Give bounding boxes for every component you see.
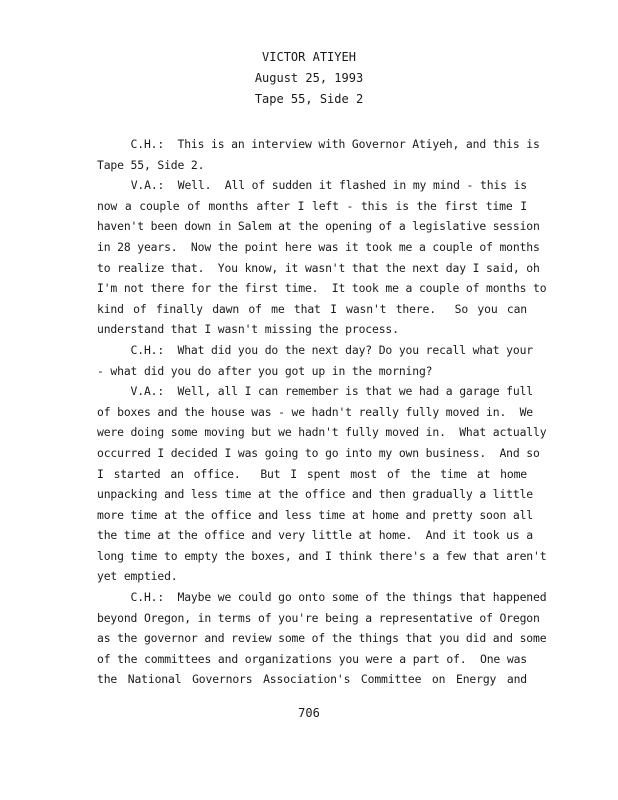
- text-line: of the committees and organizations you were a part of. One was: [97, 651, 527, 666]
- text-line: as the governor and review some of the things that you did and some: [97, 631, 547, 646]
- text-line: Tape 55, Side 2.: [97, 157, 205, 172]
- text-line: yet emptied.: [97, 569, 178, 584]
- text-line: haven't been down in Salem at the opening of a legislative session: [97, 219, 540, 234]
- transcript-body: [97, 134, 547, 690]
- text-line: V.A.: Well, all I can remember is that we had a garage full: [97, 384, 534, 399]
- text-line: kind of finally dawn of me that I wasn't there. So you can: [97, 301, 527, 316]
- text-line: C.H.: This is an interview with Governor Atiyeh, and this is: [97, 137, 540, 151]
- text-line: I'm not there for the first time. It took me a couple of months to: [97, 281, 547, 296]
- interview-date: August 25, 1993: [254, 71, 364, 85]
- text-line: I started an office. But I spent most of the time at home: [97, 466, 527, 481]
- text-line: understand that I wasn't missing the process.: [97, 322, 399, 337]
- text-line: long time to empty the boxes, and I think there's a few that aren't: [97, 548, 547, 563]
- text-line: - what did you do after you got up in the morning?: [97, 363, 433, 378]
- page-number: 706: [298, 706, 320, 720]
- text-line: V.A.: Well. All of sudden it flashed in my mind - this is: [97, 178, 527, 193]
- tape-label: Tape 55, Side 2: [254, 92, 364, 106]
- text-line: beyond Oregon, in terms of you're being a representative of Oregon: [97, 610, 540, 625]
- text-line: occurred I decided I was going to go into my own business. And so: [97, 445, 540, 460]
- text-line: unpacking and less time at the office and then gradually a little: [97, 487, 534, 502]
- text-line: C.H.: What did you do the next day? Do you recall what your: [97, 342, 534, 357]
- interviewee-name: VICTOR ATIYEH: [262, 50, 356, 64]
- text-line: to realize that. You know, it wasn't that the next day I said, oh: [97, 260, 540, 275]
- text-line: the National Governors Association's Committee on Energy and: [97, 672, 527, 687]
- text-line: were doing some moving but we hadn't fully moved in. What actually: [97, 425, 547, 440]
- text-line: more time at the office and less time at home and pretty soon all: [97, 507, 534, 522]
- text-line: in 28 years. Now the point here was it took me a couple of months: [97, 239, 540, 254]
- text-line: C.H.: Maybe we could go onto some of the things that happened: [97, 590, 547, 605]
- text-line: of boxes and the house was - we hadn't really fully moved in. We: [97, 404, 534, 419]
- text-line: the time at the office and very little at home. And it took us a: [97, 528, 534, 543]
- transcript-header: [0, 47, 618, 110]
- text-line: now a couple of months after I left - this is the first time I: [97, 198, 527, 213]
